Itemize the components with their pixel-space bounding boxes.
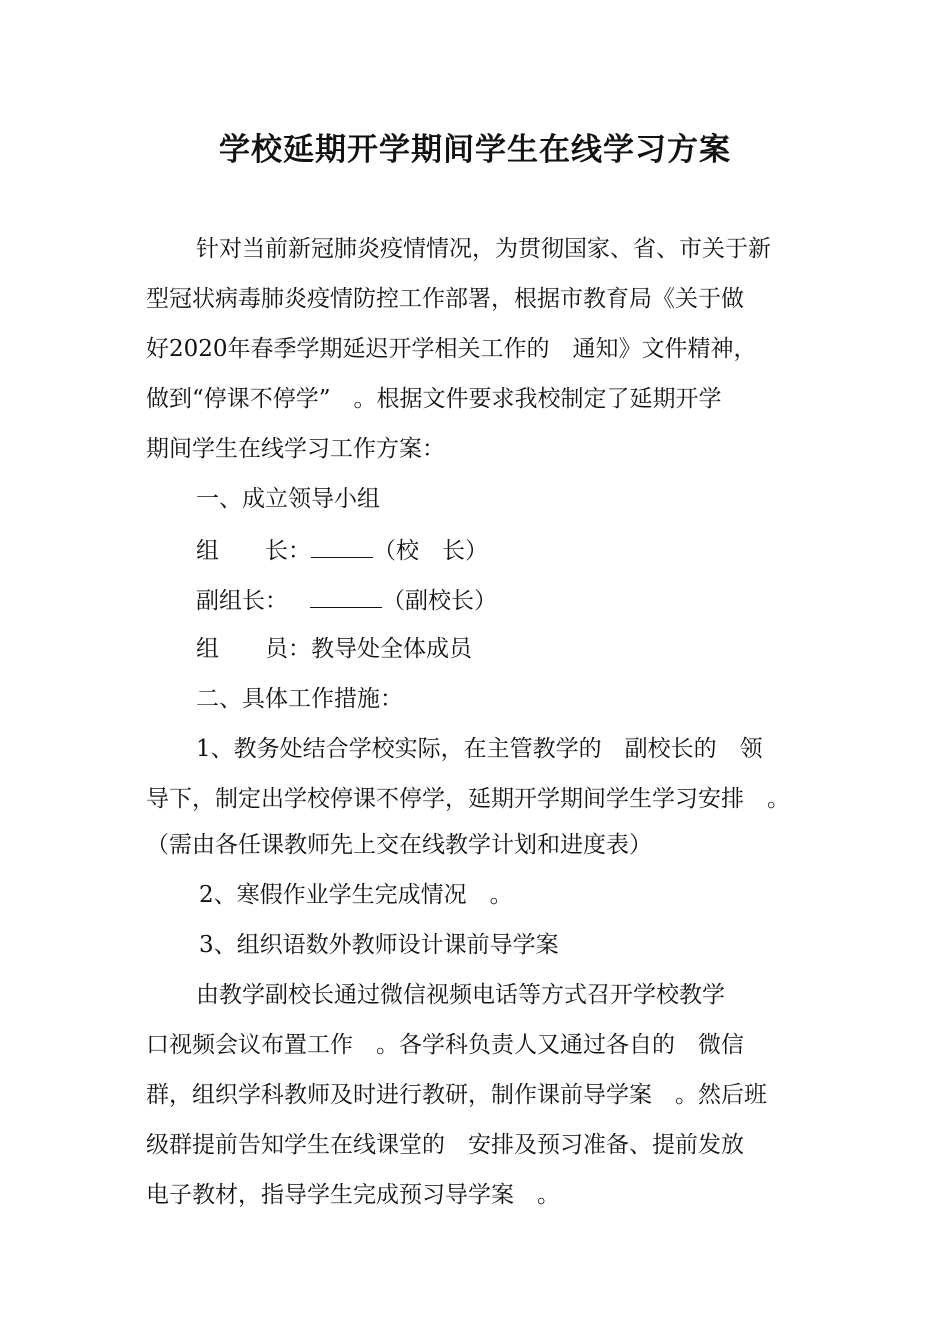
- item2: 2、寒假作业学生完成情况 。: [199, 882, 513, 908]
- intro-line-4: 做到“停课不停学” 。根据文件要求我校制定了延期开学: [146, 386, 722, 412]
- intro-line-2: 型冠状病毒肺炎疫情防控工作部署，根据市教育局《关于做: [146, 286, 744, 312]
- item3-detail-line-1: 由教学副校长通过微信视频电话等方式召开学校教学: [196, 982, 725, 1008]
- deputy-row: [196, 583, 497, 617]
- item1-line-2: 导下，制定出学校停课不停学，延期开学期间学生学习安排 。: [146, 786, 790, 812]
- members-label: 组 员：: [196, 636, 311, 662]
- intro-line-5: 期间学生在线学习工作方案：: [146, 436, 445, 462]
- item1-line-3: （需由各任课教师先上交在线教学计划和进度表）: [146, 832, 652, 858]
- deputy-name-blank: [310, 583, 382, 608]
- deputy-label: 副组长：: [196, 588, 288, 614]
- document-title: 学校延期开学期间学生在线学习方案: [219, 132, 731, 168]
- intro-line-1: 针对当前新冠肺炎疫情情况，为贯彻国家、省、市关于新: [196, 236, 771, 262]
- section1-heading: 一、成立领导小组: [196, 486, 380, 512]
- item3-detail-line-3: 群，组织学科教师及时进行教研，制作课前导学案 。然后班: [146, 1082, 767, 1108]
- leader-role: （校 长）: [373, 538, 488, 564]
- leader-label: 组 长：: [196, 538, 311, 564]
- item3-detail-line-5: 电子教材，指导学生完成预习导学案 。: [146, 1182, 560, 1208]
- intro-line-3: 好2020年春季学期延迟开学相关工作的 通知》文件精神，: [146, 336, 757, 362]
- item3: 3、组织语数外教师设计课前导学案: [199, 932, 559, 958]
- section2-heading: 二、具体工作措施：: [196, 686, 403, 712]
- item1-line-1: 1、教务处结合学校实际，在主管教学的 副校长的 领: [196, 736, 763, 762]
- leader-name-blank: [311, 533, 373, 558]
- item3-detail-line-4: 级群提前告知学生在线课堂的 安排及预习准备、提前发放: [146, 1132, 744, 1158]
- members-row: [196, 633, 472, 665]
- leader-row: [196, 533, 488, 567]
- deputy-role: （副校长）: [382, 588, 497, 614]
- members-value: 教导处全体成员: [311, 636, 472, 662]
- item3-detail-line-2: 口视频会议布置工作 。各学科负责人又通过各自的 微信: [146, 1032, 744, 1058]
